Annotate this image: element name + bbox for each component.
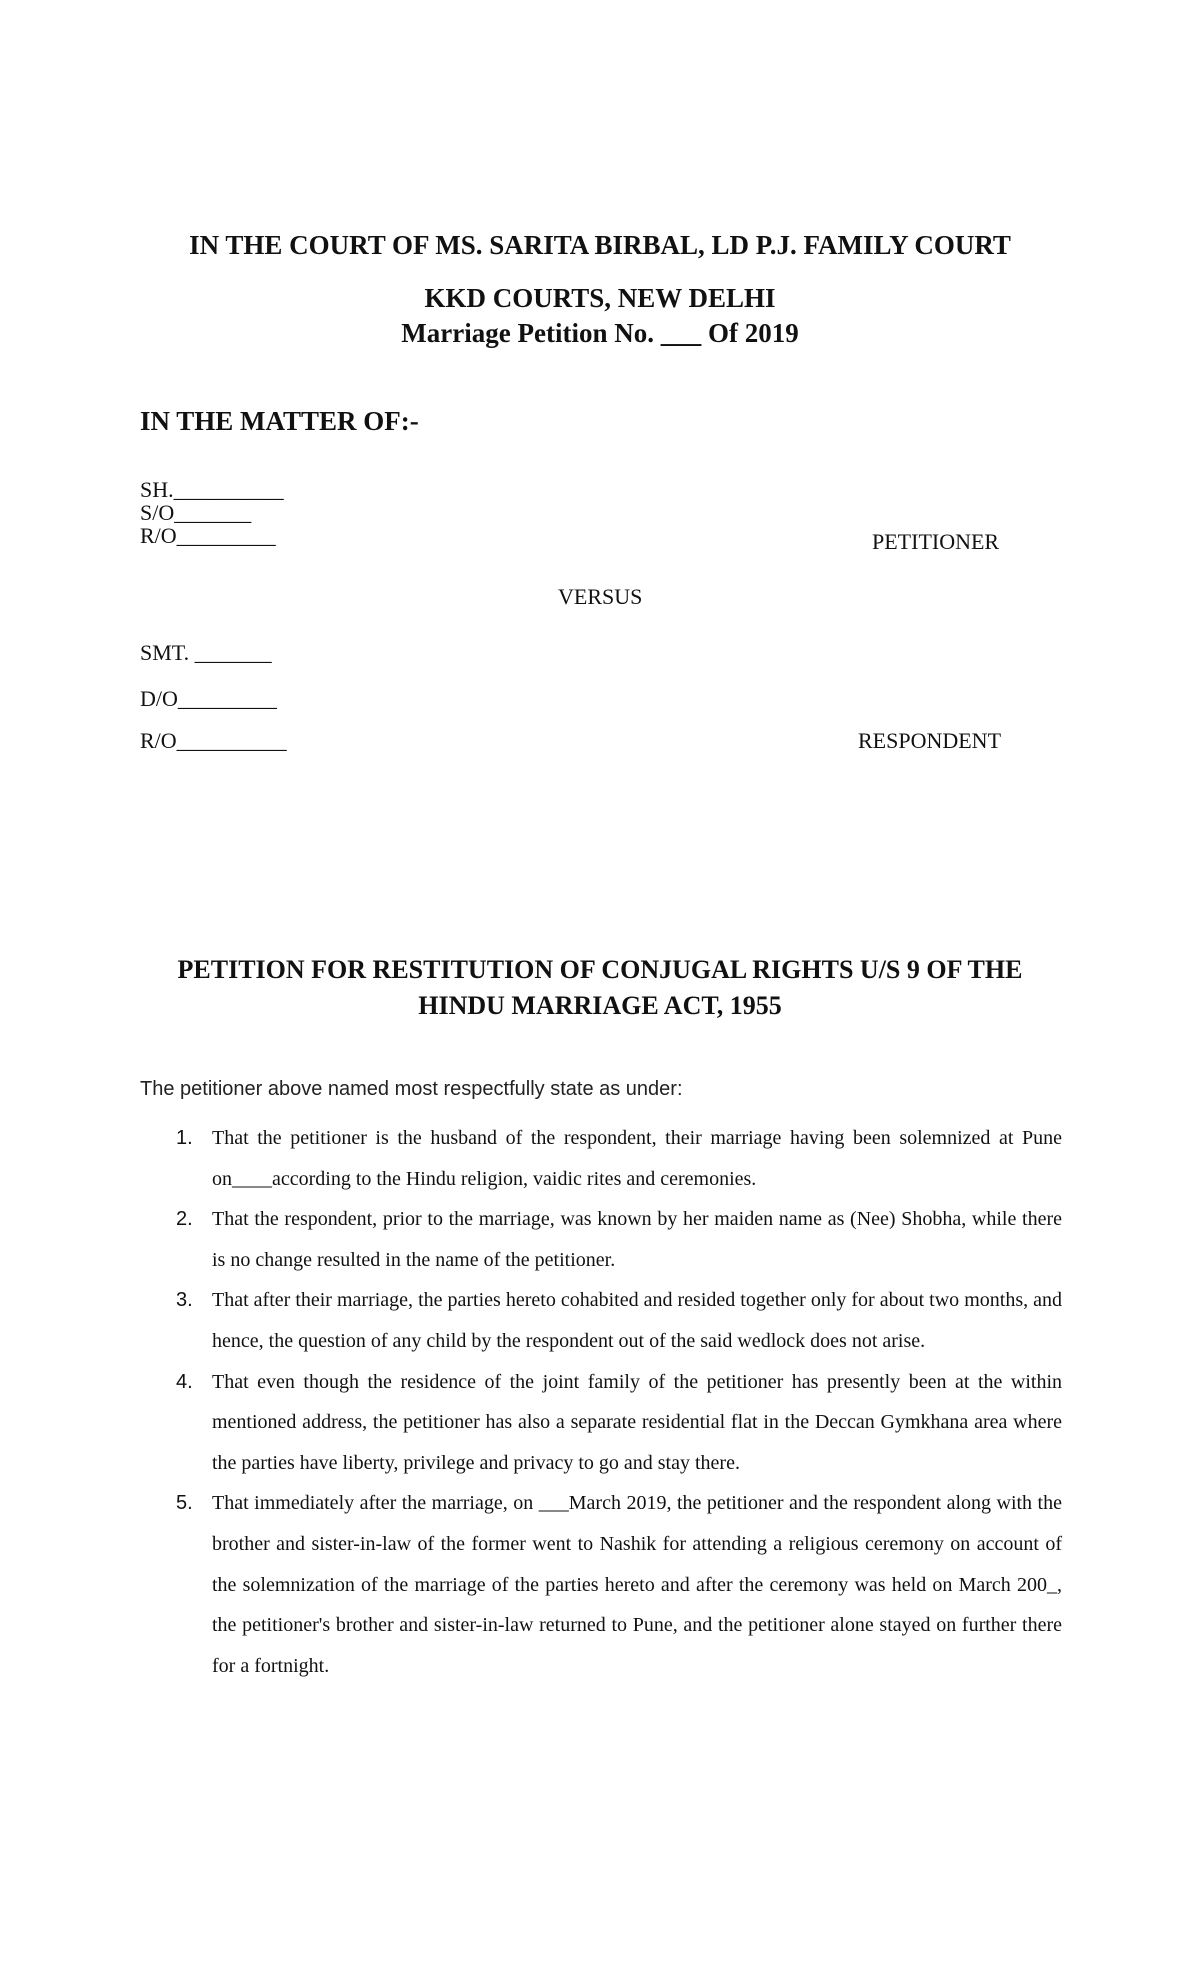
paragraph-item xyxy=(140,1280,1062,1361)
petitioner-resident-of-line: R/O_________ xyxy=(140,523,276,548)
petition-number: Marriage Petition No. ___ Of 2019 xyxy=(401,318,799,348)
intro-statement: The petitioner above named most respectfully state as under: xyxy=(140,1078,683,1100)
paragraph-number: 3. xyxy=(176,1289,193,1312)
paragraph-item xyxy=(140,1118,1062,1199)
numbered-paragraphs xyxy=(140,1118,1062,1686)
paragraph-text: That even though the residence of the joint family of the petitioner has presently been at the within mentioned address, the petitioner has also a separate residential flat in the Deccan Gymkhana area where the parties have liberty, privilege and privacy to go and stay there. xyxy=(212,1370,1062,1474)
respondent-name-line: SMT. _______ xyxy=(140,640,272,665)
respondent-daughter-of-line: D/O_________ xyxy=(140,686,277,711)
paragraph-text: That immediately after the marriage, on ___March 2019, the petitioner and the respondent along with the brother and sister-in-law of the former went to Nashik for attending a religious ceremony on account of the solemnization of the marriage of the parties hereto and after the ceremony was held on March 200_, the petitioner's brother and sister-in-law returned to Pune, and the petitioner alone stayed on further there for a fortnight. xyxy=(212,1492,1062,1677)
paragraph-item xyxy=(140,1362,1062,1484)
petitioner-name-line: SH.__________ xyxy=(140,477,284,502)
paragraph-number: 4. xyxy=(176,1370,193,1393)
matter-heading: IN THE MATTER OF:- xyxy=(140,406,419,436)
respondent-role-label: RESPONDENT xyxy=(858,728,1002,753)
paragraph-number: 2. xyxy=(176,1208,193,1231)
court-heading: IN THE COURT OF MS. SARITA BIRBAL, LD P.J. FAMILY COURT xyxy=(189,230,1011,260)
petitioner-son-of-line: S/O_______ xyxy=(140,500,252,525)
petitioner-role-label: PETITIONER xyxy=(872,529,1000,554)
petition-title-line-2: HINDU MARRIAGE ACT, 1955 xyxy=(418,991,782,1020)
court-location: KKD COURTS, NEW DELHI xyxy=(424,283,776,313)
petition-title-line-1: PETITION FOR RESTITUTION OF CONJUGAL RIGHTS U/S 9 OF THE xyxy=(177,955,1023,984)
paragraph-number: 1. xyxy=(176,1127,193,1149)
paragraph-text: That after their marriage, the parties hereto cohabited and resided together only for about two months, and hence, the question of any child by the respondent out of the said wedlock does not arise. xyxy=(212,1289,1062,1352)
versus-label: VERSUS xyxy=(558,584,643,609)
paragraph-text: That the respondent, prior to the marriage, was known by her maiden name as (Nee) Shobha, while there is no change resulted in the name of the petitioner. xyxy=(212,1208,1062,1271)
respondent-resident-of-line: R/O__________ xyxy=(140,728,287,753)
paragraph-text: That the petitioner is the husband of the respondent, their marriage having been solemnized at Pune on____according to the Hindu religion, vaidic rites and ceremonies. xyxy=(212,1127,1062,1190)
paragraph-number: 5. xyxy=(176,1492,193,1515)
paragraph-item xyxy=(140,1483,1062,1686)
paragraph-item xyxy=(140,1199,1062,1280)
